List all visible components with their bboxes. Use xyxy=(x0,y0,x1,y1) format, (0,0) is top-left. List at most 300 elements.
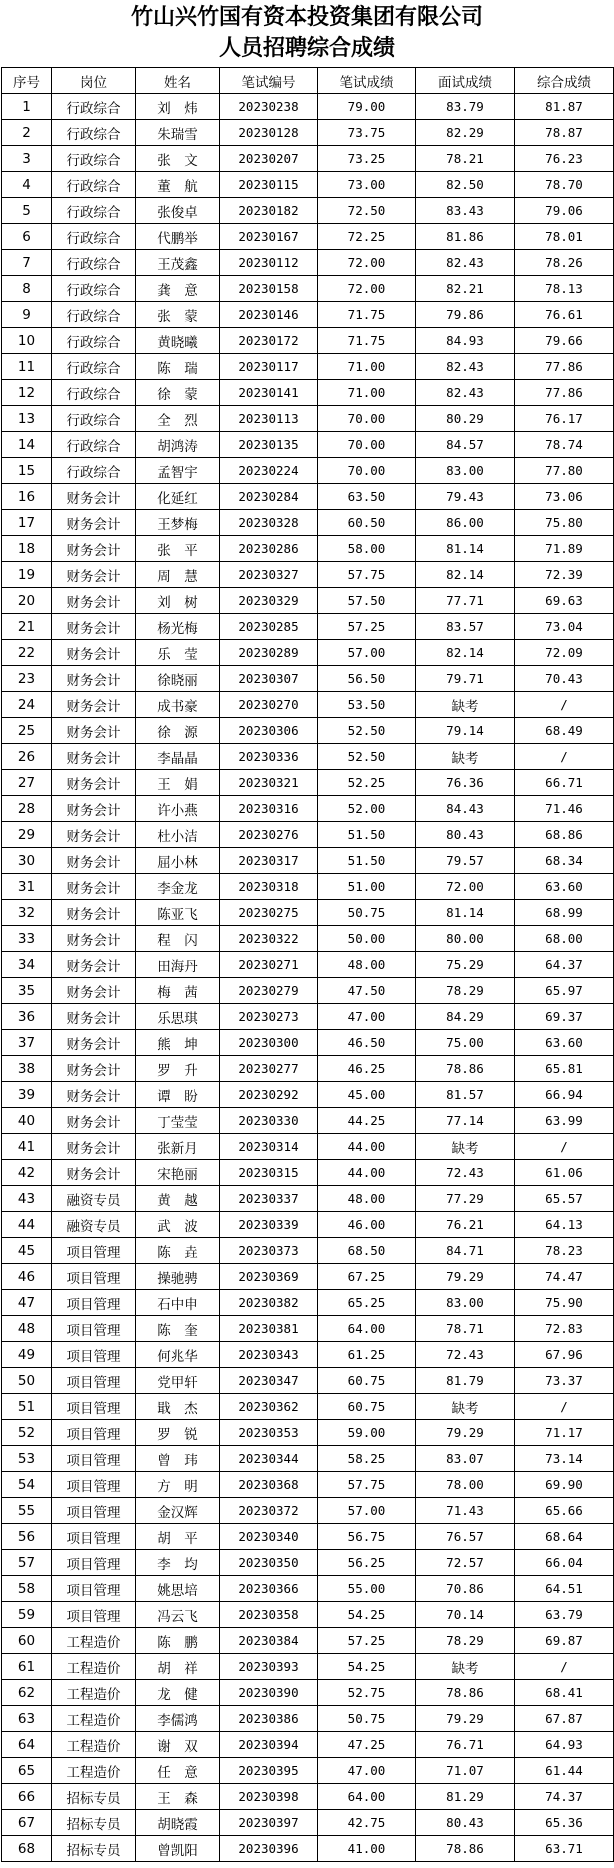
cell-position: 项目管理 xyxy=(52,1342,136,1368)
cell-name: 徐 源 xyxy=(136,718,220,744)
cell-index: 30 xyxy=(2,848,52,874)
cell-interview-score: 76.21 xyxy=(416,1212,515,1238)
cell-index: 49 xyxy=(2,1342,52,1368)
cell-exam-number: 20230316 xyxy=(220,796,318,822)
cell-interview-score: 83.00 xyxy=(416,458,515,484)
table-row xyxy=(2,1810,614,1836)
table-row xyxy=(2,640,614,666)
cell-written-score: 52.75 xyxy=(318,1680,416,1706)
cell-interview-score: 79.71 xyxy=(416,666,515,692)
cell-exam-number: 20230172 xyxy=(220,328,318,354)
cell-name: 董 航 xyxy=(136,172,220,198)
header-total-score: 综合成绩 xyxy=(515,68,614,94)
cell-interview-score: 80.00 xyxy=(416,926,515,952)
cell-total-score: / xyxy=(515,744,614,770)
cell-exam-number: 20230289 xyxy=(220,640,318,666)
cell-name: 王茂鑫 xyxy=(136,250,220,276)
table-row xyxy=(2,1628,614,1654)
cell-name: 徐晓丽 xyxy=(136,666,220,692)
table-row xyxy=(2,432,614,458)
cell-exam-number: 20230368 xyxy=(220,1472,318,1498)
cell-name: 成书豪 xyxy=(136,692,220,718)
cell-exam-number: 20230238 xyxy=(220,94,318,120)
cell-index: 60 xyxy=(2,1628,52,1654)
cell-exam-number: 20230207 xyxy=(220,146,318,172)
cell-total-score: 73.14 xyxy=(515,1446,614,1472)
cell-exam-number: 20230112 xyxy=(220,250,318,276)
cell-interview-score: 83.07 xyxy=(416,1446,515,1472)
table-row xyxy=(2,1784,614,1810)
cell-interview-score: 79.86 xyxy=(416,302,515,328)
cell-written-score: 57.25 xyxy=(318,614,416,640)
table-row xyxy=(2,224,614,250)
cell-written-score: 46.00 xyxy=(318,1212,416,1238)
cell-index: 37 xyxy=(2,1030,52,1056)
cell-written-score: 72.50 xyxy=(318,198,416,224)
cell-name: 罗 升 xyxy=(136,1056,220,1082)
cell-exam-number: 20230321 xyxy=(220,770,318,796)
cell-total-score: 73.37 xyxy=(515,1368,614,1394)
cell-name: 冯云飞 xyxy=(136,1602,220,1628)
cell-interview-score: 81.57 xyxy=(416,1082,515,1108)
cell-exam-number: 20230382 xyxy=(220,1290,318,1316)
table-row xyxy=(2,588,614,614)
cell-position: 行政综合 xyxy=(52,120,136,146)
cell-index: 35 xyxy=(2,978,52,1004)
cell-exam-number: 20230275 xyxy=(220,900,318,926)
cell-position: 项目管理 xyxy=(52,1394,136,1420)
cell-name: 胡 祥 xyxy=(136,1654,220,1680)
cell-written-score: 47.50 xyxy=(318,978,416,1004)
cell-exam-number: 20230381 xyxy=(220,1316,318,1342)
cell-name: 刘 树 xyxy=(136,588,220,614)
cell-written-score: 60.75 xyxy=(318,1394,416,1420)
cell-total-score: 65.36 xyxy=(515,1810,614,1836)
cell-total-score: 76.17 xyxy=(515,406,614,432)
cell-written-score: 42.75 xyxy=(318,1810,416,1836)
cell-index: 24 xyxy=(2,692,52,718)
table-row xyxy=(2,302,614,328)
cell-index: 27 xyxy=(2,770,52,796)
table-row xyxy=(2,1732,614,1758)
cell-total-score: 63.79 xyxy=(515,1602,614,1628)
table-row xyxy=(2,562,614,588)
cell-exam-number: 20230369 xyxy=(220,1264,318,1290)
table-row xyxy=(2,380,614,406)
cell-exam-number: 20230318 xyxy=(220,874,318,900)
cell-index: 41 xyxy=(2,1134,52,1160)
cell-exam-number: 20230315 xyxy=(220,1160,318,1186)
cell-position: 行政综合 xyxy=(52,302,136,328)
table-row xyxy=(2,1394,614,1420)
cell-index: 50 xyxy=(2,1368,52,1394)
table-row xyxy=(2,1290,614,1316)
cell-written-score: 50.00 xyxy=(318,926,416,952)
cell-total-score: 61.44 xyxy=(515,1758,614,1784)
table-row xyxy=(2,1134,614,1160)
table-row xyxy=(2,848,614,874)
cell-index: 53 xyxy=(2,1446,52,1472)
cell-position: 工程造价 xyxy=(52,1732,136,1758)
cell-index: 1 xyxy=(2,94,52,120)
cell-position: 财务会计 xyxy=(52,1030,136,1056)
cell-position: 招标专员 xyxy=(52,1784,136,1810)
cell-index: 11 xyxy=(2,354,52,380)
table-header-row xyxy=(2,68,614,94)
table-row xyxy=(2,406,614,432)
cell-name: 程 闪 xyxy=(136,926,220,952)
cell-written-score: 54.25 xyxy=(318,1654,416,1680)
cell-name: 戢 杰 xyxy=(136,1394,220,1420)
cell-index: 67 xyxy=(2,1810,52,1836)
cell-position: 财务会计 xyxy=(52,1004,136,1030)
cell-index: 17 xyxy=(2,510,52,536)
cell-written-score: 52.25 xyxy=(318,770,416,796)
cell-written-score: 58.25 xyxy=(318,1446,416,1472)
cell-name: 李儒鸿 xyxy=(136,1706,220,1732)
cell-interview-score: 缺考 xyxy=(416,692,515,718)
cell-position: 融资专员 xyxy=(52,1212,136,1238)
cell-total-score: 72.39 xyxy=(515,562,614,588)
cell-total-score: / xyxy=(515,1654,614,1680)
cell-exam-number: 20230393 xyxy=(220,1654,318,1680)
cell-interview-score: 86.00 xyxy=(416,510,515,536)
cell-exam-number: 20230273 xyxy=(220,1004,318,1030)
table-row xyxy=(2,328,614,354)
cell-name: 张 蒙 xyxy=(136,302,220,328)
cell-name: 陈 垚 xyxy=(136,1238,220,1264)
cell-name: 张新月 xyxy=(136,1134,220,1160)
cell-total-score: 64.93 xyxy=(515,1732,614,1758)
cell-written-score: 57.00 xyxy=(318,1498,416,1524)
cell-total-score: 63.71 xyxy=(515,1836,614,1862)
cell-name: 操驰骋 xyxy=(136,1264,220,1290)
cell-written-score: 54.25 xyxy=(318,1602,416,1628)
cell-index: 14 xyxy=(2,432,52,458)
cell-total-score: 63.99 xyxy=(515,1108,614,1134)
cell-name: 杨光梅 xyxy=(136,614,220,640)
cell-total-score: 68.41 xyxy=(515,1680,614,1706)
cell-written-score: 61.25 xyxy=(318,1342,416,1368)
cell-interview-score: 80.43 xyxy=(416,1810,515,1836)
cell-index: 15 xyxy=(2,458,52,484)
cell-written-score: 63.50 xyxy=(318,484,416,510)
cell-position: 行政综合 xyxy=(52,224,136,250)
cell-interview-score: 81.86 xyxy=(416,224,515,250)
cell-index: 58 xyxy=(2,1576,52,1602)
table-row xyxy=(2,1160,614,1186)
cell-total-score: 69.63 xyxy=(515,588,614,614)
cell-position: 项目管理 xyxy=(52,1446,136,1472)
cell-interview-score: 72.43 xyxy=(416,1342,515,1368)
cell-index: 57 xyxy=(2,1550,52,1576)
cell-interview-score: 77.29 xyxy=(416,1186,515,1212)
cell-name: 许小燕 xyxy=(136,796,220,822)
cell-interview-score: 78.29 xyxy=(416,1628,515,1654)
cell-index: 9 xyxy=(2,302,52,328)
cell-exam-number: 20230314 xyxy=(220,1134,318,1160)
cell-name: 黄 越 xyxy=(136,1186,220,1212)
cell-index: 42 xyxy=(2,1160,52,1186)
cell-interview-score: 79.14 xyxy=(416,718,515,744)
cell-written-score: 67.25 xyxy=(318,1264,416,1290)
cell-written-score: 71.75 xyxy=(318,328,416,354)
cell-written-score: 50.75 xyxy=(318,1706,416,1732)
document-title-line1: 竹山兴竹国有资本投资集团有限公司 xyxy=(130,4,483,30)
cell-written-score: 46.25 xyxy=(318,1056,416,1082)
cell-exam-number: 20230317 xyxy=(220,848,318,874)
cell-position: 财务会计 xyxy=(52,822,136,848)
cell-exam-number: 20230224 xyxy=(220,458,318,484)
cell-total-score: 78.23 xyxy=(515,1238,614,1264)
cell-name: 胡鸿涛 xyxy=(136,432,220,458)
cell-name: 曾凯阳 xyxy=(136,1836,220,1862)
table-row xyxy=(2,1030,614,1056)
table-row xyxy=(2,1524,614,1550)
cell-written-score: 71.00 xyxy=(318,380,416,406)
cell-interview-score: 79.43 xyxy=(416,484,515,510)
cell-total-score: 77.80 xyxy=(515,458,614,484)
cell-exam-number: 20230358 xyxy=(220,1602,318,1628)
cell-total-score: 72.09 xyxy=(515,640,614,666)
cell-name: 金汉辉 xyxy=(136,1498,220,1524)
cell-name: 方 明 xyxy=(136,1472,220,1498)
cell-written-score: 44.25 xyxy=(318,1108,416,1134)
cell-written-score: 52.00 xyxy=(318,796,416,822)
cell-total-score: 68.00 xyxy=(515,926,614,952)
header-position: 岗位 xyxy=(52,68,136,94)
table-body xyxy=(2,94,614,1862)
cell-exam-number: 20230276 xyxy=(220,822,318,848)
table-row xyxy=(2,666,614,692)
cell-written-score: 55.00 xyxy=(318,1576,416,1602)
cell-exam-number: 20230350 xyxy=(220,1550,318,1576)
cell-position: 行政综合 xyxy=(52,406,136,432)
cell-interview-score: 72.43 xyxy=(416,1160,515,1186)
cell-index: 65 xyxy=(2,1758,52,1784)
cell-interview-score: 81.14 xyxy=(416,536,515,562)
cell-written-score: 72.25 xyxy=(318,224,416,250)
cell-interview-score: 83.57 xyxy=(416,614,515,640)
cell-interview-score: 76.71 xyxy=(416,1732,515,1758)
cell-interview-score: 70.14 xyxy=(416,1602,515,1628)
cell-index: 22 xyxy=(2,640,52,666)
cell-interview-score: 72.57 xyxy=(416,1550,515,1576)
table-row xyxy=(2,510,614,536)
cell-written-score: 52.50 xyxy=(318,744,416,770)
cell-total-score: 77.86 xyxy=(515,380,614,406)
cell-index: 33 xyxy=(2,926,52,952)
cell-index: 47 xyxy=(2,1290,52,1316)
cell-interview-score: 75.00 xyxy=(416,1030,515,1056)
table-row xyxy=(2,614,614,640)
cell-name: 龙 健 xyxy=(136,1680,220,1706)
table-row xyxy=(2,926,614,952)
document-title-line2: 人员招聘综合成绩 xyxy=(218,35,395,61)
table-row xyxy=(2,1602,614,1628)
cell-total-score: 68.86 xyxy=(515,822,614,848)
cell-written-score: 52.50 xyxy=(318,718,416,744)
cell-position: 行政综合 xyxy=(52,276,136,302)
cell-interview-score: 82.43 xyxy=(416,380,515,406)
cell-exam-number: 20230372 xyxy=(220,1498,318,1524)
cell-exam-number: 20230390 xyxy=(220,1680,318,1706)
cell-name: 王 娟 xyxy=(136,770,220,796)
cell-exam-number: 20230285 xyxy=(220,614,318,640)
cell-interview-score: 70.86 xyxy=(416,1576,515,1602)
cell-name: 宋艳丽 xyxy=(136,1160,220,1186)
cell-index: 36 xyxy=(2,1004,52,1030)
cell-total-score: 78.01 xyxy=(515,224,614,250)
cell-written-score: 72.00 xyxy=(318,276,416,302)
cell-index: 45 xyxy=(2,1238,52,1264)
cell-exam-number: 20230366 xyxy=(220,1576,318,1602)
cell-name: 党甲轩 xyxy=(136,1368,220,1394)
cell-total-score: 64.37 xyxy=(515,952,614,978)
table-row xyxy=(2,1056,614,1082)
cell-exam-number: 20230167 xyxy=(220,224,318,250)
cell-position: 财务会计 xyxy=(52,744,136,770)
cell-index: 61 xyxy=(2,1654,52,1680)
cell-written-score: 65.25 xyxy=(318,1290,416,1316)
cell-exam-number: 20230336 xyxy=(220,744,318,770)
cell-total-score: 68.49 xyxy=(515,718,614,744)
cell-exam-number: 20230330 xyxy=(220,1108,318,1134)
cell-index: 39 xyxy=(2,1082,52,1108)
cell-total-score: 63.60 xyxy=(515,874,614,900)
table-row xyxy=(2,874,614,900)
cell-exam-number: 20230113 xyxy=(220,406,318,432)
table-row xyxy=(2,770,614,796)
cell-name: 王梦梅 xyxy=(136,510,220,536)
cell-name: 谢 双 xyxy=(136,1732,220,1758)
cell-total-score: 65.97 xyxy=(515,978,614,1004)
cell-total-score: 73.06 xyxy=(515,484,614,510)
cell-position: 工程造价 xyxy=(52,1680,136,1706)
cell-name: 梅 茜 xyxy=(136,978,220,1004)
cell-written-score: 57.25 xyxy=(318,1628,416,1654)
cell-position: 项目管理 xyxy=(52,1576,136,1602)
table-row xyxy=(2,120,614,146)
cell-index: 68 xyxy=(2,1836,52,1862)
cell-total-score: 66.71 xyxy=(515,770,614,796)
cell-written-score: 53.50 xyxy=(318,692,416,718)
cell-position: 财务会计 xyxy=(52,536,136,562)
cell-index: 59 xyxy=(2,1602,52,1628)
table-row xyxy=(2,1550,614,1576)
cell-position: 财务会计 xyxy=(52,1160,136,1186)
cell-written-score: 51.50 xyxy=(318,848,416,874)
cell-written-score: 72.00 xyxy=(318,250,416,276)
cell-index: 13 xyxy=(2,406,52,432)
cell-written-score: 68.50 xyxy=(318,1238,416,1264)
cell-index: 12 xyxy=(2,380,52,406)
cell-total-score: 65.81 xyxy=(515,1056,614,1082)
cell-interview-score: 82.29 xyxy=(416,120,515,146)
cell-interview-score: 82.43 xyxy=(416,250,515,276)
cell-interview-score: 79.29 xyxy=(416,1264,515,1290)
cell-position: 财务会计 xyxy=(52,614,136,640)
table-row xyxy=(2,1238,614,1264)
cell-total-score: 65.57 xyxy=(515,1186,614,1212)
cell-written-score: 57.00 xyxy=(318,640,416,666)
cell-name: 代鹏举 xyxy=(136,224,220,250)
cell-name: 田海丹 xyxy=(136,952,220,978)
cell-total-score: 69.87 xyxy=(515,1628,614,1654)
cell-exam-number: 20230307 xyxy=(220,666,318,692)
table-row xyxy=(2,1706,614,1732)
score-table xyxy=(1,67,614,1862)
cell-name: 龚 意 xyxy=(136,276,220,302)
cell-interview-score: 缺考 xyxy=(416,1134,515,1160)
table-row xyxy=(2,1264,614,1290)
table-row xyxy=(2,900,614,926)
table-row xyxy=(2,536,614,562)
cell-index: 18 xyxy=(2,536,52,562)
cell-name: 武 波 xyxy=(136,1212,220,1238)
cell-index: 54 xyxy=(2,1472,52,1498)
cell-exam-number: 20230397 xyxy=(220,1810,318,1836)
cell-total-score: 67.96 xyxy=(515,1342,614,1368)
cell-interview-score: 77.71 xyxy=(416,588,515,614)
cell-total-score: 74.47 xyxy=(515,1264,614,1290)
cell-position: 行政综合 xyxy=(52,94,136,120)
cell-name: 孟智宇 xyxy=(136,458,220,484)
table-row xyxy=(2,1576,614,1602)
table-row xyxy=(2,1368,614,1394)
cell-name: 乐思琪 xyxy=(136,1004,220,1030)
cell-total-score: 73.04 xyxy=(515,614,614,640)
cell-written-score: 50.75 xyxy=(318,900,416,926)
cell-name: 陈亚飞 xyxy=(136,900,220,926)
cell-position: 财务会计 xyxy=(52,588,136,614)
cell-written-score: 59.00 xyxy=(318,1420,416,1446)
cell-interview-score: 81.14 xyxy=(416,900,515,926)
cell-position: 财务会计 xyxy=(52,484,136,510)
cell-total-score: 69.37 xyxy=(515,1004,614,1030)
cell-total-score: 76.23 xyxy=(515,146,614,172)
header-name: 姓名 xyxy=(136,68,220,94)
cell-name: 陈 鹏 xyxy=(136,1628,220,1654)
cell-written-score: 70.00 xyxy=(318,458,416,484)
table-row xyxy=(2,1108,614,1134)
cell-interview-score: 78.86 xyxy=(416,1680,515,1706)
cell-position: 项目管理 xyxy=(52,1472,136,1498)
cell-written-score: 47.00 xyxy=(318,1758,416,1784)
cell-index: 40 xyxy=(2,1108,52,1134)
cell-index: 7 xyxy=(2,250,52,276)
cell-name: 周 慧 xyxy=(136,562,220,588)
table-row xyxy=(2,146,614,172)
cell-index: 46 xyxy=(2,1264,52,1290)
cell-exam-number: 20230115 xyxy=(220,172,318,198)
table-row xyxy=(2,94,614,120)
cell-position: 财务会计 xyxy=(52,692,136,718)
table-row xyxy=(2,1316,614,1342)
cell-name: 黄晓曦 xyxy=(136,328,220,354)
cell-written-score: 51.50 xyxy=(318,822,416,848)
table-row xyxy=(2,1446,614,1472)
cell-exam-number: 20230128 xyxy=(220,120,318,146)
cell-index: 3 xyxy=(2,146,52,172)
cell-interview-score: 83.00 xyxy=(416,1290,515,1316)
cell-interview-score: 77.14 xyxy=(416,1108,515,1134)
cell-total-score: 75.80 xyxy=(515,510,614,536)
cell-exam-number: 20230396 xyxy=(220,1836,318,1862)
cell-position: 财务会计 xyxy=(52,1134,136,1160)
cell-position: 招标专员 xyxy=(52,1810,136,1836)
cell-total-score: / xyxy=(515,692,614,718)
